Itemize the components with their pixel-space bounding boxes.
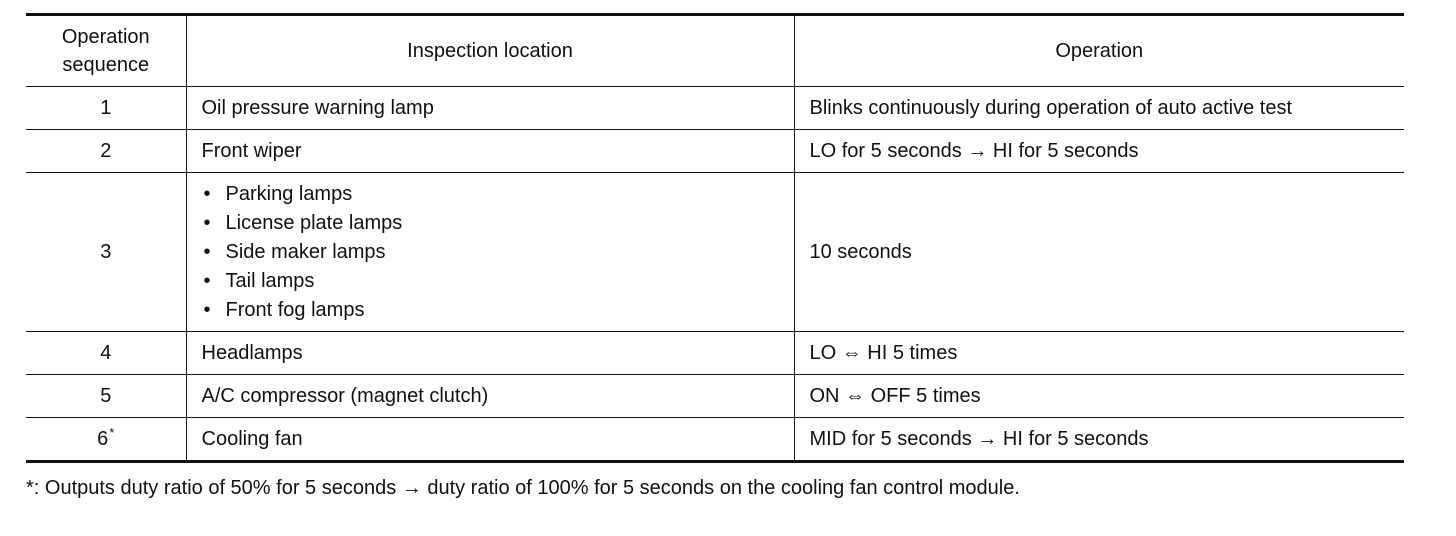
table-row	[26, 418, 1404, 462]
row-sequence: 2	[26, 130, 186, 173]
bullet-icon: •	[203, 182, 211, 205]
header-inspection-location: Inspection location	[186, 15, 794, 87]
header-sequence-line1: Operation	[61, 26, 150, 48]
bullet-icon: •	[203, 211, 211, 234]
list-item-label: Side maker lamps	[225, 240, 386, 263]
list-item	[202, 180, 779, 209]
bullet-icon: •	[203, 269, 211, 292]
row-sequence-cell	[26, 418, 186, 462]
row-sequence: 6	[97, 427, 109, 450]
header-operation: Operation	[794, 15, 1404, 87]
list-item	[202, 267, 779, 296]
table-row	[26, 332, 1404, 375]
header-operation-sequence	[26, 15, 186, 87]
row-location: Oil pressure warning lamp	[186, 87, 794, 130]
row-location-list	[186, 173, 794, 332]
row-operation: LO ⇔ HI 5 times	[794, 332, 1404, 375]
row-location: A/C compressor (magnet clutch)	[186, 375, 794, 418]
row-operation: Blinks continuously during operation of auto active test	[794, 87, 1404, 130]
row-sequence: 1	[26, 87, 186, 130]
list-item-label: Tail lamps	[225, 269, 315, 292]
footnote-marker: *	[109, 424, 115, 440]
inspection-table-container	[26, 13, 1404, 463]
table-row	[26, 375, 1404, 418]
table-row	[26, 173, 1404, 332]
list-item	[202, 296, 779, 325]
table-row	[26, 130, 1404, 173]
row-operation: MID for 5 seconds → HI for 5 seconds	[794, 418, 1404, 462]
list-item	[202, 209, 779, 238]
table-row	[26, 87, 1404, 130]
row-sequence: 4	[26, 332, 186, 375]
row-operation: LO for 5 seconds → HI for 5 seconds	[794, 130, 1404, 173]
bullet-icon: •	[203, 240, 211, 263]
list-item-label: Front fog lamps	[225, 298, 365, 321]
header-sequence-line2: sequence	[62, 54, 150, 76]
row-operation: ON ⇔ OFF 5 times	[794, 375, 1404, 418]
row-location: Front wiper	[186, 130, 794, 173]
list-item	[202, 238, 779, 267]
table-footnote: *: Outputs duty ratio of 50% for 5 seconds → duty ratio of 100% for 5 seconds on the cooling fan control module.	[26, 477, 1020, 499]
row-sequence: 3	[26, 173, 186, 332]
lamp-list	[202, 180, 779, 325]
inspection-table	[26, 13, 1404, 463]
row-location: Cooling fan	[186, 418, 794, 462]
row-operation: 10 seconds	[794, 173, 1404, 332]
list-item-label: Parking lamps	[225, 182, 353, 205]
bullet-icon: •	[203, 298, 211, 321]
table-header-row	[26, 15, 1404, 87]
row-sequence: 5	[26, 375, 186, 418]
row-location: Headlamps	[186, 332, 794, 375]
list-item-label: License plate lamps	[225, 211, 403, 234]
